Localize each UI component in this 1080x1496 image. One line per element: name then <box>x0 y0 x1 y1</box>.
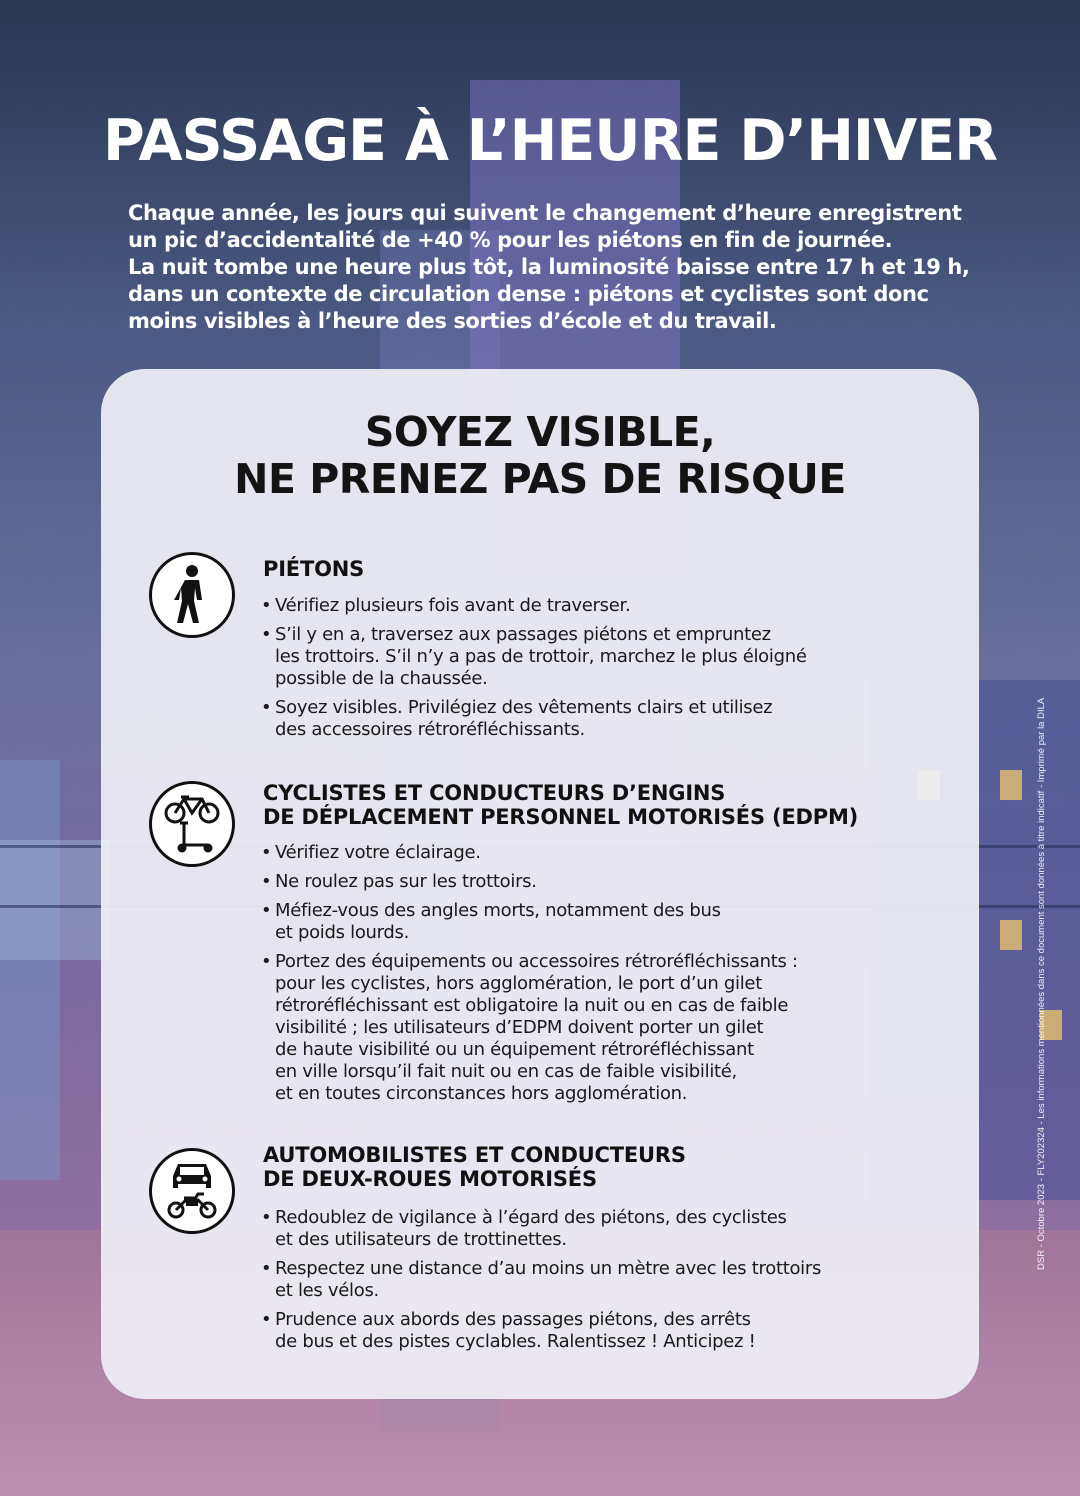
list-item <box>261 871 961 893</box>
intro-line: La nuit tombe une heure plus tôt, la luminosité baisse entre 17 h et 19 h, <box>128 255 970 279</box>
section-title-line: PIÉTONS <box>263 557 365 581</box>
list-item-line: • Soyez visibles. Privilégiez des vêtements clairs et utilisez <box>275 697 773 718</box>
list-item <box>261 697 961 741</box>
list-item-line: • S’il y en a, traversez aux passages piétons et empruntez <box>275 624 771 645</box>
list-item-line: • Prudence aux abords des passages piétons, des arrêts <box>275 1309 751 1330</box>
list-item-line: • Vérifiez plusieurs fois avant de traverser. <box>275 595 631 616</box>
background-building <box>0 760 60 1180</box>
section-title-line: AUTOMOBILISTES ET CONDUCTEURS <box>263 1143 686 1167</box>
card-title-line: NE PRENEZ PAS DE RISQUE <box>234 455 846 503</box>
list-item-line: • Portez des équipements ou accessoires rétroréfléchissants : <box>275 951 798 972</box>
section-title-line: DE DÉPLACEMENT PERSONNEL MOTORISÉS (EDPM) <box>263 805 859 829</box>
list-item-line: et poids lourds. <box>275 922 410 943</box>
section-title <box>263 781 858 829</box>
list-item <box>261 1258 961 1302</box>
list-item-line: et des utilisateurs de trottinettes. <box>275 1229 567 1250</box>
list-item-line: • Ne roulez pas sur les trottoirs. <box>275 871 537 892</box>
intro-line: un pic d’accidentalité de +40 % pour les piétons en fin de journée. <box>128 228 893 252</box>
list-item-line: • Méfiez-vous des angles morts, notamment des bus <box>275 900 721 921</box>
list-item <box>261 1207 961 1251</box>
safety-card <box>101 369 979 1399</box>
list-item-line: de bus et des pistes cyclables. Ralentissez ! Anticipez ! <box>275 1331 756 1352</box>
legal-side-note: DSR - Octobre 2023 - FLY202324 - Les informations mentionnées dans ce document sont données à titre indicatif - Imprimé par la DILA <box>1036 697 1047 1270</box>
list-item-line: des accessoires rétroréfléchissants. <box>275 719 585 740</box>
section-title-line: DE DEUX-ROUES MOTORISÉS <box>263 1167 597 1191</box>
page-title: PASSAGE À L’HEURE D’HIVER <box>102 108 998 174</box>
list-item-line: visibilité ; les utilisateurs d’EDPM doivent porter un gilet <box>275 1017 764 1038</box>
lit-window <box>1000 770 1022 800</box>
intro-line: Chaque année, les jours qui suivent le changement d’heure enregistrent <box>128 201 962 225</box>
card-title <box>101 409 979 503</box>
list-item <box>261 1309 961 1353</box>
bullet-list <box>261 842 961 1112</box>
list-item <box>261 595 961 617</box>
list-item-line: en ville lorsqu’il fait nuit ou en cas de faible visibilité, <box>275 1061 737 1082</box>
list-item-line: pour les cyclistes, hors agglomération, le port d’un gilet <box>275 973 762 994</box>
list-item <box>261 951 961 1105</box>
list-item-line: possible de la chaussée. <box>275 668 488 689</box>
section-title-line: CYCLISTES ET CONDUCTEURS D’ENGINS <box>263 781 726 805</box>
list-item <box>261 900 961 944</box>
section-title <box>263 557 364 581</box>
intro-line: moins visibles à l’heure des sorties d’école et du travail. <box>128 309 777 333</box>
list-item-line: • Respectez une distance d’au moins un mètre avec les trottoirs <box>275 1258 822 1279</box>
list-item-line: de haute visibilité ou un équipement rétroréfléchissant <box>275 1039 754 1060</box>
list-item-line: les trottoirs. S’il n’y a pas de trottoir, marchez le plus éloigné <box>275 646 807 667</box>
background-building <box>0 840 110 960</box>
intro-paragraph <box>128 200 988 335</box>
bullet-list <box>261 1207 961 1360</box>
section-title <box>263 1143 686 1191</box>
bicycle-scooter-icon <box>149 781 235 867</box>
list-item <box>261 842 961 864</box>
intro-line: dans un contexte de circulation dense : piétons et cyclistes sont donc <box>128 282 929 306</box>
pedestrian-icon <box>149 552 235 638</box>
lit-window <box>1000 920 1022 950</box>
list-item <box>261 624 961 690</box>
card-title-line: SOYEZ VISIBLE, <box>364 408 716 456</box>
list-item-line: • Vérifiez votre éclairage. <box>275 842 481 863</box>
list-item-line: • Redoublez de vigilance à l’égard des piétons, des cyclistes <box>275 1207 787 1228</box>
bullet-list <box>261 595 961 748</box>
list-item-line: et les vélos. <box>275 1280 379 1301</box>
list-item-line: et en toutes circonstances hors agglomération. <box>275 1083 688 1104</box>
car-motorcycle-icon <box>149 1148 235 1234</box>
list-item-line: rétroréfléchissant est obligatoire la nuit ou en cas de faible <box>275 995 789 1016</box>
